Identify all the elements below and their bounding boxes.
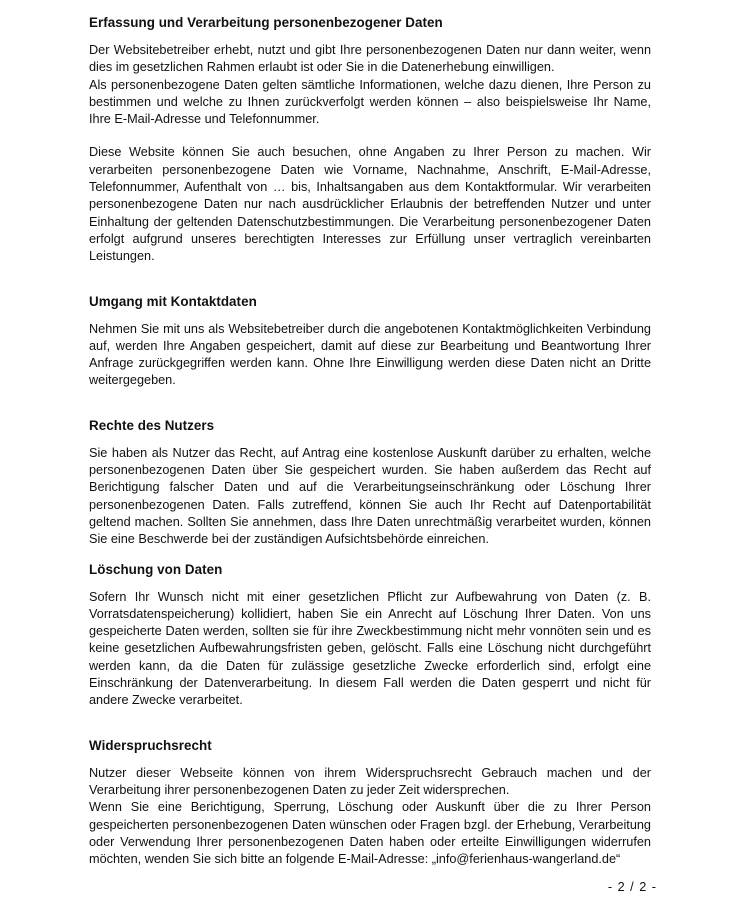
paragraph: Wenn Sie eine Berichtigung, Sperrung, Löschung oder Auskunft über die zu Ihrer Person gespeicherten personenbezogenen Daten wünschen oder Fragen bzgl. der Erhebung, Verarbeitung oder Verwendung Ihrer personenbezogenen Daten haben oder erteilte Einwilligungen widerrufen möchten, wenden Sie sich bitte an folgende E-Mail-Adresse: „info@ferienhaus-wangerland.de“	[89, 800, 651, 867]
section-data-collection	[89, 14, 651, 266]
section-heading: Umgang mit Kontaktdaten	[89, 293, 257, 309]
section-user-rights	[89, 417, 651, 549]
section-data-deletion	[89, 561, 651, 710]
section-heading: Löschung von Daten	[89, 561, 223, 577]
paragraph: Als personenbezogene Daten gelten sämtliche Informationen, welche dazu dienen, Ihre Person zu bestimmen und welche zu Ihnen zurückverfolgt werden können – also beispielsweise Ihr Name, Ihre E-Mail-Adresse und Telefonnummer.	[89, 77, 651, 127]
section-contact-data	[89, 293, 651, 390]
paragraph: Nehmen Sie mit uns als Websitebetreiber durch die angebotenen Kontaktmöglichkeiten Verbindung auf, werden Ihre Angaben gespeichert, damit auf diese zur Bearbeitung und Beantwortung Ihrer Anfrage zurückgegriffen werden kann. Ohne Ihre Einwilligung werden diese Daten nicht an Dritte weitergegeben.	[89, 321, 651, 388]
section-heading: Widerspruchsrecht	[89, 737, 212, 753]
section-right-to-object	[89, 737, 651, 869]
section-heading: Erfassung und Verarbeitung personenbezogener Daten	[89, 15, 443, 30]
paragraph: Sie haben als Nutzer das Recht, auf Antrag eine kostenlose Auskunft darüber zu erhalten, welche personenbezogenen Daten über Sie gespeichert wurden. Sie haben außerdem das Recht auf Berichtigung falscher Daten und auf die Verarbeitungseinschränkung oder Löschung Ihrer personenbezogenen Daten. Falls zutreffend, können Sie auch Ihr Recht auf Datenportabilität geltend machen. Sollten Sie annehmen, dass Ihre Daten unrechtmäßig verarbeitet wurden, können Sie eine Beschwerde bei der zuständigen Aufsichtsbehörde einreichen.	[89, 445, 651, 547]
paragraph: Diese Website können Sie auch besuchen, ohne Angaben zu Ihrer Person zu machen. Wir verarbeiten personenbezogene Daten wie Vorname, Nachnahme, Anschrift, E-Mail-Adresse, Telefonnummer, Aufenthalt von … bis, Inhaltsangaben aus dem Kontaktformular. Wir verarbeiten personenbezogene Daten nur nach ausdrücklicher Erlaubnis der betreffenden Nutzer und unter Einhaltung der geltenden Datenschutzbestimmungen. Die Verarbeitung personenbezogener Daten erfolgt aufgrund unseres berechtigten Interesses zur Erfüllung unser vertraglich vereinbarten Leistungen.	[89, 145, 651, 264]
page-number: - 2 / 2 -	[607, 880, 657, 894]
paragraph: Der Websitebetreiber erhebt, nutzt und gibt Ihre personenbezogenen Daten nur dann weiter, wenn dies im gesetzlichen Rahmen erlaubt ist oder Sie in die Datenerhebung einwilligen.	[89, 43, 651, 75]
document-body	[89, 14, 651, 868]
paragraph: Sofern Ihr Wunsch nicht mit einer gesetzlichen Pflicht zur Aufbewahrung von Daten (z. B. Vorratsdatenspeicherung) kollidiert, haben Sie ein Anrecht auf Löschung Ihrer Daten. Von uns gespeicherte Daten werden, sollten sie für ihre Zweckbestimmung nicht mehr vonnöten sein und es keine gesetzlichen Aufbewahrungsfristen geben, gelöscht. Falls eine Löschung nicht durchgeführt werden kann, da die Daten für zulässige gesetzliche Zwecke erforderlich sind, erfolgt eine Einschränkung der Datenverarbeitung. In diesem Fall werden die Daten gesperrt und nicht für andere Zwecke verarbeitet.	[89, 589, 651, 708]
paragraph: Nutzer dieser Webseite können von ihrem Widerspruchsrecht Gebrauch machen und der Verarbeitung ihrer personenbezogenen Daten zu jeder Zeit widersprechen.	[89, 765, 651, 797]
section-heading: Rechte des Nutzers	[89, 417, 215, 433]
